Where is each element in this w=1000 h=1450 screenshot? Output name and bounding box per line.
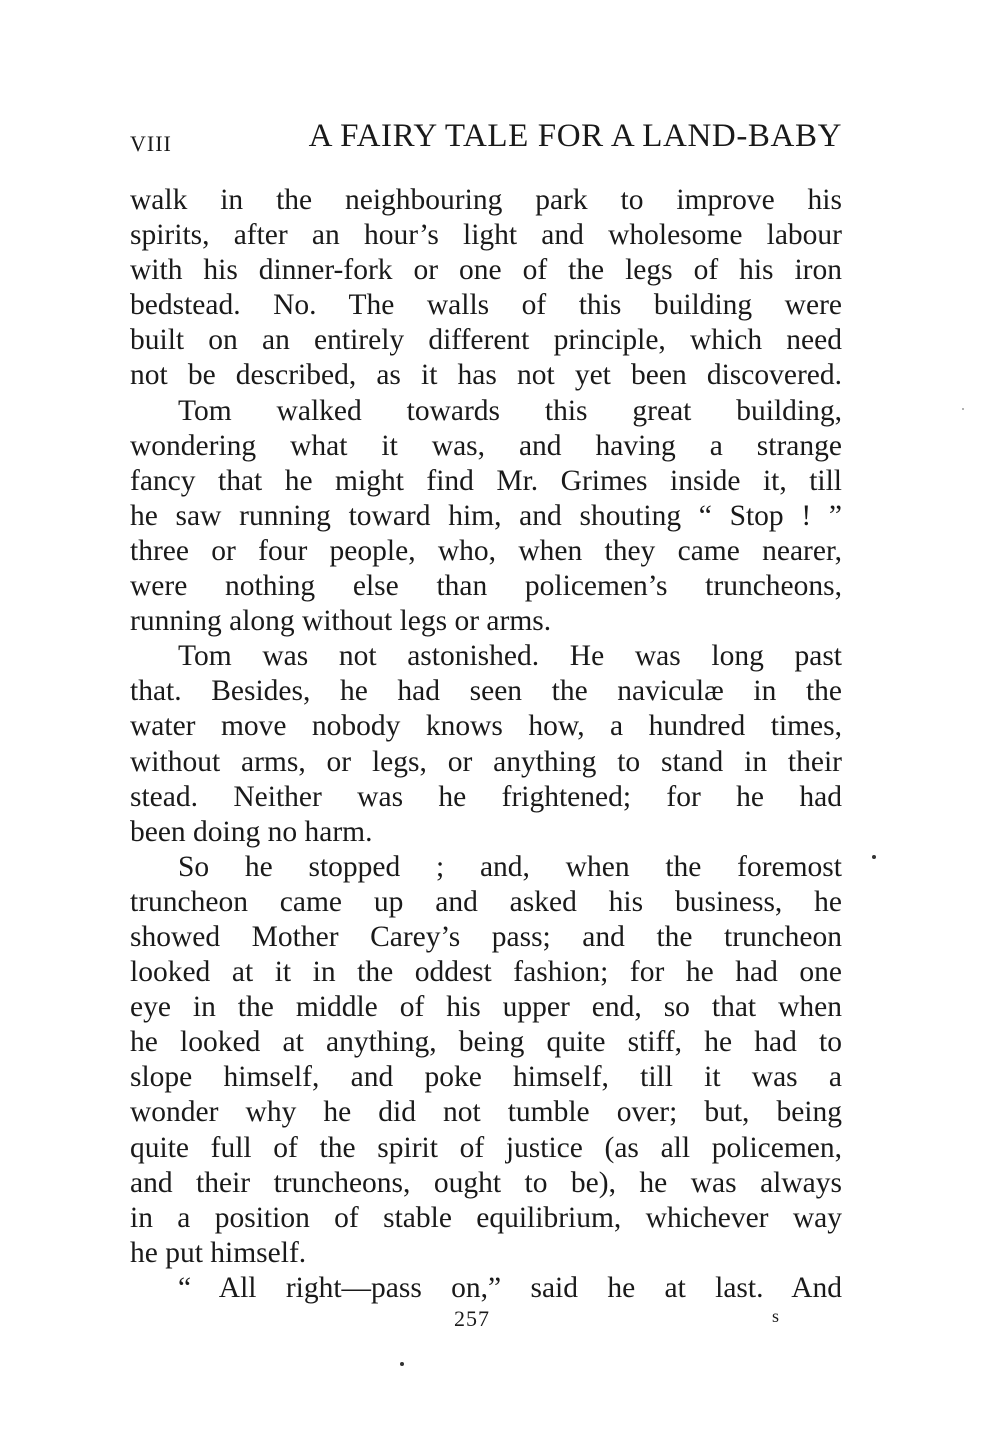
text-line: wondering what it was, and having a strange	[130, 429, 842, 462]
text-line: not be described, as it has not yet been discovered.	[130, 359, 842, 392]
text-line: walk in the neighbouring park to improve his	[130, 184, 842, 216]
text-line: water move nobody knows how, a hundred times,	[130, 710, 842, 743]
ink-speck	[872, 855, 876, 859]
signature-mark: s	[772, 1306, 780, 1326]
running-header	[130, 118, 842, 162]
text-line: were nothing else than policemen’s truncheons,	[130, 570, 842, 603]
text-line: three or four people, who, when they came nearer,	[130, 534, 842, 567]
paragraph-first-line: So he stopped ; and, when the foremost	[178, 850, 842, 883]
body-text	[130, 183, 842, 1306]
text-line: wonder why he did not tumble over; but, being	[130, 1096, 842, 1129]
text-line: with his dinner-fork or one of the legs of his iron	[130, 254, 842, 287]
paragraph-last-line: running along without legs or arms.	[130, 605, 552, 638]
text-line: he looked at anything, being quite stiff, he had to	[130, 1026, 842, 1059]
text-line: fancy that he might find Mr. Grimes inside it, till	[130, 464, 842, 497]
text-line: built on an entirely different principle, which need	[130, 324, 842, 357]
ink-speck	[962, 408, 964, 410]
paragraph-last-line: been doing no harm.	[130, 815, 373, 848]
running-title: A FAIRY TALE FOR A LAND-BABY	[308, 118, 842, 154]
chapter-number: VIII	[130, 131, 172, 156]
page-number: 257	[454, 1306, 490, 1331]
text-line: stead. Neither was he frightened; for he had	[130, 780, 842, 813]
text-line: in a position of stable equilibrium, whichever way	[130, 1201, 842, 1234]
ink-speck	[400, 1362, 404, 1366]
text-line: quite full of the spirit of justice (as all policemen,	[130, 1131, 842, 1164]
text-line: showed Mother Carey’s pass; and the truncheon	[130, 920, 842, 953]
text-line: looked at it in the oddest fashion; for he had one	[130, 956, 842, 989]
text-line: without arms, or legs, or anything to stand in their	[130, 745, 842, 778]
text-line: eye in the middle of his upper end, so that when	[130, 991, 842, 1024]
paragraph-first-line: “ All right—pass on,” said he at last. And	[178, 1271, 842, 1304]
paragraph-first-line: Tom was not astonished. He was long past	[178, 640, 842, 673]
text-line: and their truncheons, ought to be), he was always	[130, 1166, 842, 1199]
text-line: slope himself, and poke himself, till it was a	[130, 1061, 842, 1094]
paragraph-first-line: Tom walked towards this great building,	[178, 394, 842, 427]
paragraph-last-line: he put himself.	[130, 1236, 307, 1269]
text-line: truncheon came up and asked his business, he	[130, 885, 842, 918]
text-line: that. Besides, he had seen the naviculæ in the	[130, 675, 842, 708]
text-line: spirits, after an hour’s light and wholesome labour	[130, 219, 842, 252]
text-line: he saw running toward him, and shouting “ Stop ! ”	[130, 499, 842, 532]
text-line: bedstead. No. The walls of this building were	[130, 289, 842, 322]
